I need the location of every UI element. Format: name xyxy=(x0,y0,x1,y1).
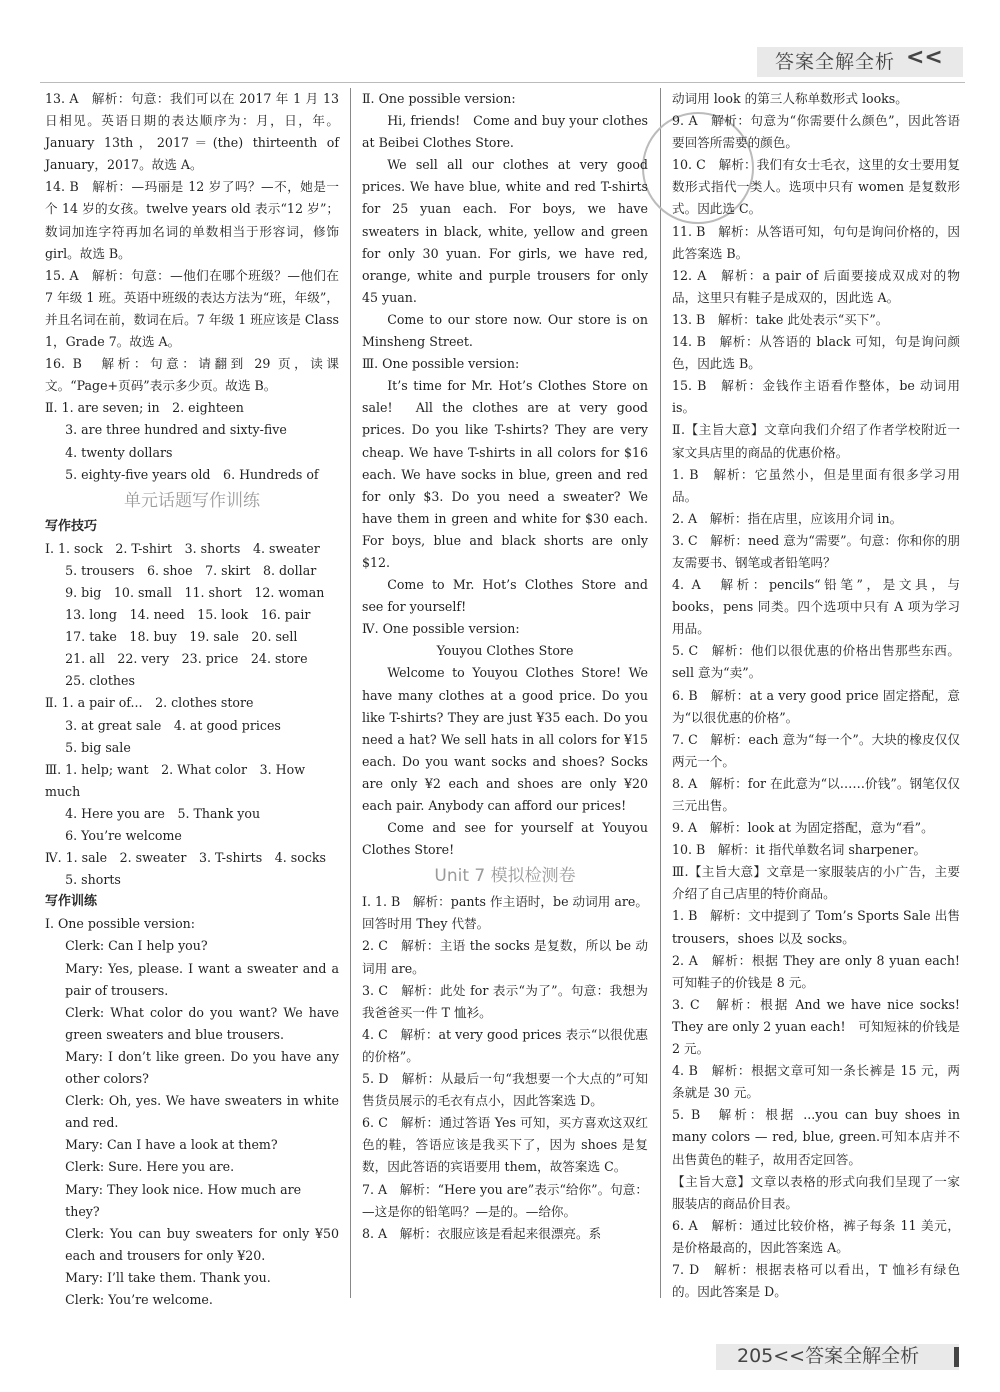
answer-item: 8. A 解析：for 在此意为“以……价钱”。钢笔仅仅三元出售。 xyxy=(672,775,960,813)
answer-item: 15. A 解析：句意：—他们在哪个班级？—他们在 7 年级 1 班。英语中班级的表达方法为“班，年级”，并且名词在前，数词在后。7 年级 1 班应该是 Class 1，Grade 7。故选 A。 xyxy=(45,267,344,350)
answer-item: 1. B 解析：它虽然小，但是里面有很多学习用品。 xyxy=(672,466,960,504)
answer-item: Ⅲ.【主旨大意】文章是一家服装店的小广告，主要介绍了自己店里的特价商品。 xyxy=(672,864,960,902)
dialogue-line: Clerk: You can buy sweaters for only ¥50 each and trousers for only ¥20. xyxy=(65,1225,344,1263)
answer-line: Ⅱ. One possible version: xyxy=(362,91,516,106)
dialogue-line: Clerk: You’re welcome. xyxy=(65,1291,213,1307)
answer-item: 13. B 解析：take 此处表示“买下”。 xyxy=(672,311,889,327)
answer-item: 15. B 解析：金钱作主语看作整体，be 动词用 is。 xyxy=(672,378,965,416)
answer-item: 11. B 解析：从答语可知，句句是询问价格的，因此答案选 B。 xyxy=(672,223,960,261)
footer-chevron-icon: << xyxy=(773,1345,806,1367)
section-title: 单元话题写作训练 xyxy=(124,490,260,511)
dialogue-line: Mary: I’ll take them. Thank you. xyxy=(65,1269,271,1285)
column-right xyxy=(672,88,965,1303)
answer-item: 13. A 解析：句意：我们可以在 2017 年 1 月 13 日相见。英语日期的表达顺序为：月，日，年。January 13th，2017＝(the) thirteenth of January，2017。故选 A。 xyxy=(45,91,344,173)
answer-line: Ⅳ. 1. sale 2. sweater 3. T-shirts 4. socks xyxy=(45,850,327,866)
dialogue-line: Mary: They look nice. How much are they? xyxy=(65,1181,306,1219)
column-divider xyxy=(350,88,351,1298)
dialogue-line: Mary: Yes, please. I want a sweater and a pair of trousers. xyxy=(65,960,344,998)
dialogue-line: Clerk: Can I help you? xyxy=(65,938,208,954)
answer-line: 21. all 22. very 23. price 24. store xyxy=(65,651,308,667)
answer-item: 4. B 解析：根据文章可知一条长裤是 15 元，两条就是 30 元。 xyxy=(672,1063,960,1101)
dialogue-line: Clerk: Sure. Here you are. xyxy=(65,1159,235,1175)
essay-paragraph: Hi, friends! Come and buy your clothes at Beibei Clothes Store. xyxy=(362,113,653,151)
essay-paragraph: Come to Mr. Hot’s Clothes Store and see for yourself! xyxy=(362,577,653,615)
answer-line: 25. clothes xyxy=(65,673,135,689)
answer-item: 12. A 解析：a pair of 后面要接成双成对的物品，这里只有鞋子是成双的，因此选 A。 xyxy=(672,267,960,305)
answer-line: Ⅱ. 1. a pair of... 2. clothes store xyxy=(45,695,254,711)
answer-item: 14. B 解析：—玛丽是 12 岁了吗？—不，她是一个 14 岁的女孩。twelve years old 表示“12 岁”；数词加连字符再加名词的单数相当于形容词，修饰 girl。故选 B。 xyxy=(45,179,344,261)
answer-item: Ⅱ.【主旨大意】文章向我们介绍了作者学校附近一家文具店里的商品的优惠价格。 xyxy=(672,422,960,460)
answer-line: Ⅰ. One possible version: xyxy=(45,916,196,932)
essay-paragraph: Welcome to Youyou Clothes Store! We have many clothes at a good price. Do you like T-shirts? They are just ¥35 each. Do you need a hat? We sell hats in all colors for ¥15 each. Do you want socks and shoes? Socks are only ¥2 each and shoes are only ¥20 each pair. Anybody can afford our prices! xyxy=(362,665,653,813)
answer-item: 2. C 解析：主语 the socks 是复数，所以 be 动词用 are。 xyxy=(362,938,648,976)
answer-line: 3. are three hundred and sixty-five xyxy=(65,422,287,438)
answer-item: 9. A 解析：句意为“你需要什么颜色”，因此答语要回答所需要的颜色。 xyxy=(672,113,960,151)
column-divider xyxy=(660,88,661,1298)
answer-line: 5. eighty-five years old 6. Hundreds of xyxy=(65,466,319,482)
essay-paragraph: It’s time for Mr. Hot’s Clothes Store on sale! All the clothes are at very good prices. Do you like T-shirts? They are very cheap. We have T-shirts in all colors for $16 each. We have socks in blue, green and red for only $3. Do you need a sweater? We have them in green and white for $30 each. For boys, blue and black shorts are only $12. xyxy=(362,378,653,570)
answer-item: 8. A 解析：衣服应该是看起来很漂亮。系 xyxy=(362,1225,602,1241)
answer-item: 1. B 解析：文中提到了 Tom’s Sports Sale 出售 trousers，shoes 以及 socks。 xyxy=(672,908,965,946)
answer-line: 17. take 18. buy 19. sale 20. sell xyxy=(65,629,298,645)
answer-line: 3. at great sale 4. at good prices xyxy=(65,717,281,733)
answer-item: 2. A 解析：根据 They are only 8 yuan each! 可知鞋子的价钱是 8 元。 xyxy=(672,952,965,990)
footer-label xyxy=(737,1341,919,1368)
answer-item: Ⅰ. 1. B 解析：pants 作主语时，be 动词用 are。回答时用 They 代替。 xyxy=(362,894,648,932)
answer-item: 6. B 解析：at a very good price 固定搭配，意为“以很优惠的价格”。 xyxy=(672,687,960,725)
answer-item: 7. D 解析：根据表格可以看出，T 恤衫有绿色的。因此答案是 D。 xyxy=(672,1261,960,1300)
dialogue-line: Mary: I don’t like green. Do you have any other colors? xyxy=(65,1048,344,1087)
dialogue-line: Clerk: Oh, yes. We have sweaters in white and red. xyxy=(65,1093,344,1131)
answer-item: 5. C 解析：他们以很优惠的价格出售那些东西。sell 意为“卖”。 xyxy=(672,643,960,681)
answer-item: 【主旨大意】文章以表格的形式向我们呈现了一家服装店的商品价目表。 xyxy=(672,1173,960,1211)
column-left xyxy=(45,88,344,1311)
header-title: 答案全解全析 xyxy=(775,51,896,73)
answer-item: 2. A 解析：指在店里，应该用介词 in。 xyxy=(672,510,903,526)
answer-item: 10. C 解析：我们有女士毛衣，这里的女士要用复数形式指代一类人。选项中只有 women 是复数形式。因此选 C。 xyxy=(672,157,960,217)
answer-line: 9. big 10. small 11. short 12. woman xyxy=(65,584,325,600)
answer-line: Ⅲ. One possible version: xyxy=(362,356,520,372)
answer-line: 5. trousers 6. shoe 7. skirt 8. dollar xyxy=(65,562,317,578)
section-title: Unit 7 模拟检测卷 xyxy=(434,866,576,887)
column-middle xyxy=(362,88,653,1245)
answer-line: Ⅳ. One possible version: xyxy=(362,621,520,637)
essay-paragraph: Come to our store now. Our store is on Minsheng Street. xyxy=(362,311,653,350)
essay-title: Youyou Clothes Store xyxy=(436,643,574,659)
answer-item: 9. A 解析：look at 为固定搭配，意为“看”。 xyxy=(672,820,934,836)
essay-paragraph: We sell all our clothes at very good prices. We have blue, white and red T-shirts for 25 yuan each. For boys, we have sweaters in black, white, yellow and green for only 30 yuan. For girls, we have red, orange, white and purple trousers for only 45 yuan. xyxy=(362,157,653,305)
answer-item: 5. B 解析：根据 ...you can buy shoes in many colors — red, blue, green.可知本店并不出售黄色的鞋子，故用否定回答。 xyxy=(672,1107,965,1167)
answer-line: 5. shorts xyxy=(65,872,121,888)
answer-item: 6. A 解析：通过比较价格，裤子每条 11 美元，是价格最高的，因此答案选 A。 xyxy=(672,1217,960,1255)
answer-item: 6. C 解析：通过答语 Yes 可知，买方喜欢这双红色的鞋，答语应该是我买下了，因为 shoes 是复数，因此答语的宾语要用 them，故答案选 C。 xyxy=(362,1115,648,1175)
answer-item: 14. B 解析：从答语的 black 可知，句是询问颜色，因此选 B。 xyxy=(672,334,960,372)
answer-item: 3. C 解析：根据 And we have nice socks! They are only 2 yuan each! 可知短袜的价钱是 2 元。 xyxy=(672,996,965,1057)
essay-paragraph: Come and see for yourself at Youyou Clothes Store! xyxy=(362,820,653,858)
answer-line: Ⅱ. 1. are seven; in 2. eighteen xyxy=(45,400,244,416)
answer-line: 6. You’re welcome xyxy=(65,828,182,843)
footer-bar xyxy=(954,1347,959,1367)
page-number: 205 xyxy=(737,1345,774,1367)
answer-item: 4. C 解析：at very good prices 表示“以很优惠的价格”。 xyxy=(362,1026,648,1064)
answer-item: 10. B 解析：it 指代单数名词 sharpener。 xyxy=(672,842,927,858)
answer-line: Ⅰ. 1. sock 2. T-shirt 3. shorts 4. sweater xyxy=(45,540,320,556)
header-chevron-icon: << xyxy=(906,45,943,70)
answer-line: Ⅲ. 1. help; want 2. What color 3. How much xyxy=(45,761,310,799)
answer-item: 3. C 解析：此处 for 表示“为了”。句意：我想为我爸爸买一件 T 恤衫。 xyxy=(362,982,648,1020)
answer-item: 7. A 解析：“Here you are”表示“给你”。句意：—这是你的铅笔吗？—是的。—给你。 xyxy=(362,1181,648,1219)
answer-item: 16. B 解析：句意：请翻到 29 页，读课文。“Page+页码”表示多少页。故选 B。 xyxy=(45,356,339,394)
section-heading: 写作技巧 xyxy=(45,518,98,534)
answer-line: 13. long 14. need 15. look 16. pair xyxy=(65,607,311,623)
dialogue-line: Clerk: What color do you want? We have green sweaters and blue trousers. xyxy=(65,1004,344,1042)
answer-line: 4. Here you are 5. Thank you xyxy=(65,805,261,821)
answer-item: 动词用 look 的第三人称单数形式 looks。 xyxy=(672,91,908,106)
answer-item: 5. D 解析：从最后一句“我想要一个大点的”可知售货员展示的毛衣有点小，因此答案选 D。 xyxy=(362,1071,648,1109)
answer-item: 7. C 解析：each 意为“每一个”。大块的橡皮仅仅两元一个。 xyxy=(672,731,960,769)
header-rule xyxy=(40,82,965,83)
dialogue-line: Mary: Can I have a look at them? xyxy=(65,1137,278,1153)
answer-line: 5. big sale xyxy=(65,739,131,755)
footer-title: 答案全解全析 xyxy=(805,1345,920,1367)
answer-line: 4. twenty dollars xyxy=(65,444,173,460)
answer-item: 4. A 解析：pencils“铅笔”，是文具，与 books，pens 同类。四个选项中只有 A 项为学习用品。 xyxy=(672,577,965,637)
section-heading: 写作训练 xyxy=(45,894,98,910)
answer-item: 3. C 解析：need 意为“需要”。句意：你和你的朋友需要书、钢笔或者铅笔吗？ xyxy=(672,532,960,570)
